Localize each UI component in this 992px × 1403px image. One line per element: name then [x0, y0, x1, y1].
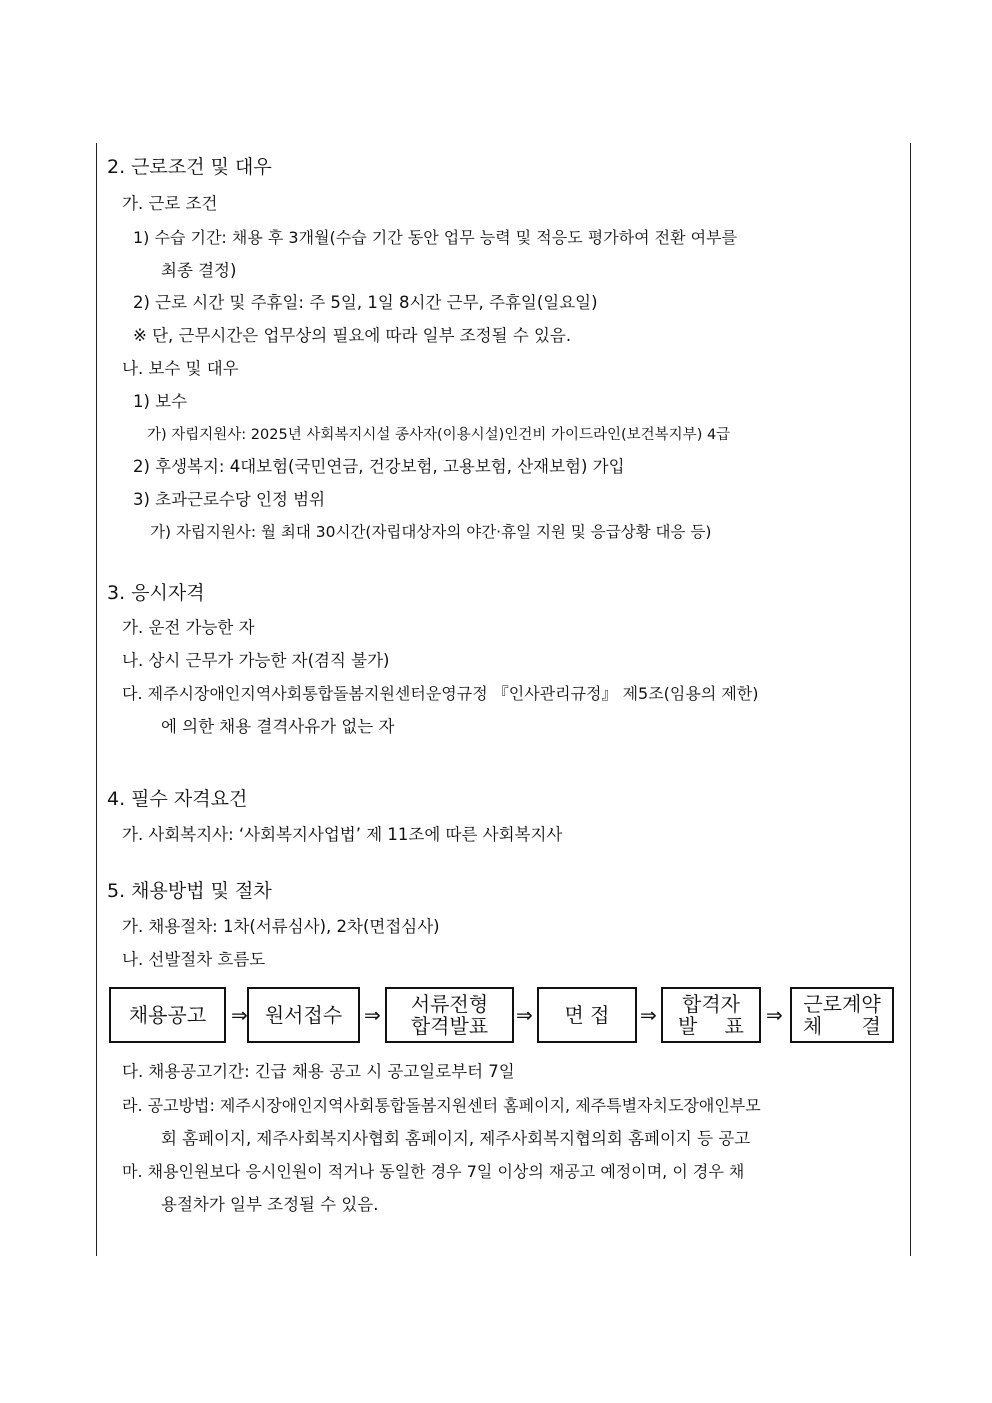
- s3-c-line1: 다. 제주시장애인지역사회통합돌봄지원센터운영규정 『인사관리규정』 제5조(임용의 제한): [122, 684, 759, 703]
- flow-step-char: 표: [724, 1014, 744, 1038]
- flow-step-char: 결: [861, 1014, 881, 1038]
- flow-step-document-screening: [385, 987, 514, 1043]
- flow-step-label: 면 접: [564, 1003, 610, 1027]
- s5-d-line2: 회 홈페이지, 제주사회복지사협회 홈페이지, 제주사회복지협의회 홈페이지 등 공고: [161, 1129, 751, 1148]
- flow-step-label-line1: 근로계약: [803, 992, 881, 1016]
- flow-arrow-icon: ⇒: [640, 1003, 657, 1027]
- flow-step-char: 발: [678, 1014, 698, 1038]
- flow-arrow-icon: ⇒: [766, 1003, 783, 1027]
- flow-step-final-announcement: [661, 987, 761, 1043]
- section-4-title: 4. 필수 자격요건: [107, 788, 248, 810]
- s5-item-a: 가. 채용절차: 1차(서류심사), 2차(면접심사): [122, 917, 440, 936]
- s5-d-line1: 라. 공고방법: 제주시장애인지역사회통합돌봄지원센터 홈페이지, 제주특별자치도장애인부모: [122, 1096, 761, 1115]
- s2-item-b: 나. 보수 및 대우: [122, 359, 239, 378]
- flow-step-interview: [537, 987, 637, 1043]
- s3-item-b: 나. 상시 근무가 가능한 자(겸직 불가): [122, 651, 390, 670]
- s3-item-a: 가. 운전 가능한 자: [122, 618, 255, 637]
- s5-item-b: 나. 선발절차 흐름도: [122, 950, 266, 969]
- s2-a1-line1: 1) 수습 기간: 채용 후 3개월(수습 기간 동안 업무 능력 및 적응도 평가하여 전환 여부를: [133, 228, 738, 247]
- flow-step-label-line1: 합격자: [682, 992, 740, 1016]
- flow-step-recruitment-notice: [109, 987, 226, 1043]
- section-2-title: 2. 근로조건 및 대우: [107, 156, 272, 178]
- flow-step-label: 채용공고: [128, 1003, 207, 1027]
- flow-step-contract-signing: [790, 987, 894, 1043]
- s2-note: ※ 단, 근무시간은 업무상의 필요에 따라 일부 조정될 수 있음.: [133, 326, 572, 345]
- flow-step-label: 원서접수: [264, 1003, 343, 1027]
- s2-a1-line2: 최종 결정): [161, 261, 237, 280]
- s5-e-line1: 마. 채용인원보다 응시인원이 적거나 동일한 경우 7일 이상의 재공고 예정이며, 이 경우 채: [122, 1162, 745, 1181]
- flow-step-char: 체: [803, 1014, 823, 1038]
- flow-step-label-line2: 합격발표: [410, 1014, 489, 1038]
- flow-step-label-line2: [803, 1015, 881, 1037]
- s3-c-line2: 에 의한 채용 결격사유가 없는 자: [161, 717, 395, 736]
- flow-step-application: [247, 987, 360, 1043]
- s2-b3a: 가) 자립지원사: 월 최대 30시간(자립대상자의 야간·휴일 지원 및 응급상황 대응 등): [150, 523, 712, 541]
- flow-step-label-line1: 서류전형: [410, 992, 489, 1016]
- s2-b1a: 가) 자립지원사: 2025년 사회복지시설 종사자(이용시설)인건비 가이드라인(보건복지부) 4급: [147, 427, 731, 443]
- s2-item-a: 가. 근로 조건: [122, 194, 218, 213]
- s4-item-a: 가. 사회복지사: ‘사회복지사업법’ 제 11조에 따른 사회복지사: [122, 825, 563, 844]
- s2-b2: 2) 후생복지: 4대보험(국민연금, 건강보험, 고용보험, 산재보험) 가입: [133, 457, 625, 476]
- s2-a2: 2) 근로 시간 및 주휴일: 주 5일, 1일 8시간 근무, 주휴일(일요일): [133, 293, 598, 312]
- s5-e-line2: 용절차가 일부 조정될 수 있음.: [161, 1195, 379, 1214]
- s2-b3: 3) 초과근로수당 인정 범위: [133, 490, 326, 509]
- s2-b1: 1) 보수: [133, 392, 188, 411]
- flow-arrow-icon: ⇒: [364, 1003, 381, 1027]
- flow-step-label-line2: [678, 1015, 744, 1037]
- flow-arrow-icon: ⇒: [231, 1003, 248, 1027]
- section-3-title: 3. 응시자격: [107, 582, 205, 604]
- flow-arrow-icon: ⇒: [516, 1003, 533, 1027]
- s5-item-c: 다. 채용공고기간: 긴급 채용 공고 시 공고일로부터 7일: [122, 1062, 515, 1081]
- section-5-title: 5. 채용방법 및 절차: [107, 880, 272, 902]
